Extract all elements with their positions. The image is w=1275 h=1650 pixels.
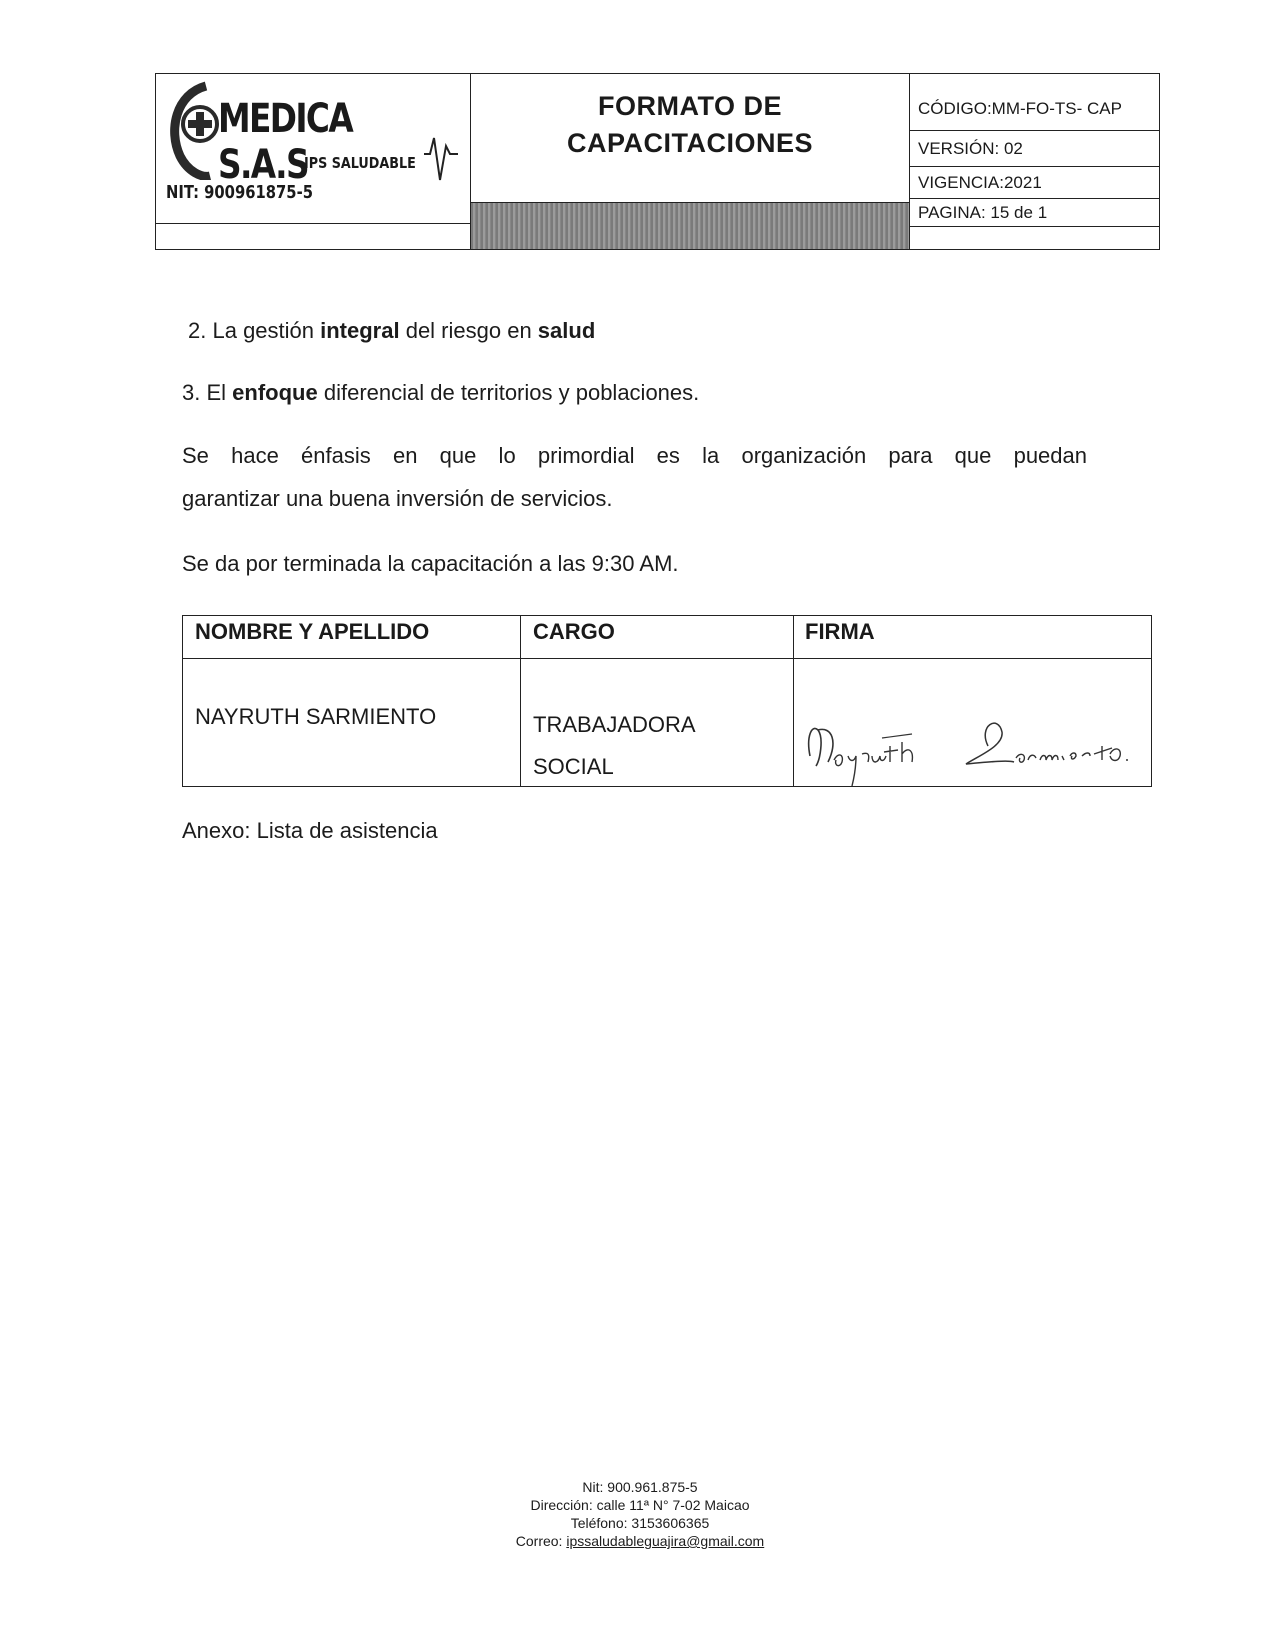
logo-subtitle: IPS SALUDABLE — [304, 154, 416, 172]
logo-cell — [156, 74, 471, 224]
text-run: del riesgo en — [399, 318, 538, 343]
logo-cell-bottom — [156, 224, 471, 249]
meta-pagina: PAGINA: 15 de 1 — [910, 199, 1160, 227]
table-divider — [183, 658, 1151, 659]
meta-codigo: CÓDIGO:MM-FO-TS- CAP — [910, 74, 1160, 131]
list-item-3 — [182, 380, 699, 406]
footer-address: Dirección: calle 11ª N° 7-02 Maicao — [530, 1497, 750, 1513]
list-number: 3. — [182, 380, 201, 405]
document-meta — [909, 74, 1159, 249]
logo-name: MEDICA S.A.S — [218, 96, 353, 188]
heartbeat-line-icon — [424, 124, 464, 194]
bold-run: enfoque — [232, 380, 318, 405]
document-title — [471, 88, 909, 162]
logo-nit: NIT: 900961875-5 — [166, 182, 313, 203]
footer-email-label: Correo: — [515, 1533, 567, 1549]
list-number: 2. — [188, 318, 207, 343]
column-header-firma: FIRMA — [805, 619, 875, 644]
paragraph-line-1: Se hace énfasis en que lo primordial es la organización para que puedan — [182, 443, 1087, 468]
meta-version: VERSIÓN: 02 — [910, 131, 1160, 167]
closing-paragraph: Se da por terminada la capacitación a las 9:30 AM. — [182, 551, 679, 576]
title-line-2: CAPACITACIONES — [566, 128, 813, 158]
text-run: El — [206, 380, 233, 405]
document-header — [155, 73, 1160, 250]
footer-email-line — [380, 1532, 900, 1550]
column-header-cargo: CARGO — [533, 619, 615, 644]
page-footer — [380, 1478, 900, 1550]
table-divider — [793, 616, 794, 786]
cargo-line-2: SOCIAL — [533, 754, 614, 779]
list-item-2 — [188, 318, 595, 344]
cell-name: NAYRUTH SARMIENTO — [195, 704, 437, 729]
title-cell — [471, 74, 909, 202]
footer-nit: Nit: 900.961.875-5 — [582, 1479, 698, 1495]
title-line-1: FORMATO DE — [598, 91, 782, 121]
text-run: La gestión — [212, 318, 321, 343]
meta-vigencia: VIGENCIA:2021 — [910, 167, 1160, 199]
handwritten-signature — [798, 716, 1153, 806]
text-run: diferencial de territorios y poblaciones. — [317, 380, 700, 405]
column-header-name: NOMBRE Y APELLIDO — [195, 619, 430, 644]
footer-phone: Teléfono: 3153606365 — [570, 1515, 710, 1531]
attendance-table — [182, 615, 1152, 787]
paragraph-line-2: garantizar una buena inversión de servicios. — [182, 486, 613, 511]
shaded-cell — [471, 202, 909, 249]
cargo-line-1: TRABAJADORA — [533, 712, 696, 737]
bold-run: salud — [537, 318, 596, 343]
cell-cargo — [533, 704, 696, 788]
annex-line: Anexo: Lista de asistencia — [182, 818, 438, 843]
footer-email-link[interactable]: ipssaludableguajira@gmail.com — [566, 1533, 765, 1549]
table-divider — [520, 616, 521, 786]
bold-run: integral — [320, 318, 400, 343]
